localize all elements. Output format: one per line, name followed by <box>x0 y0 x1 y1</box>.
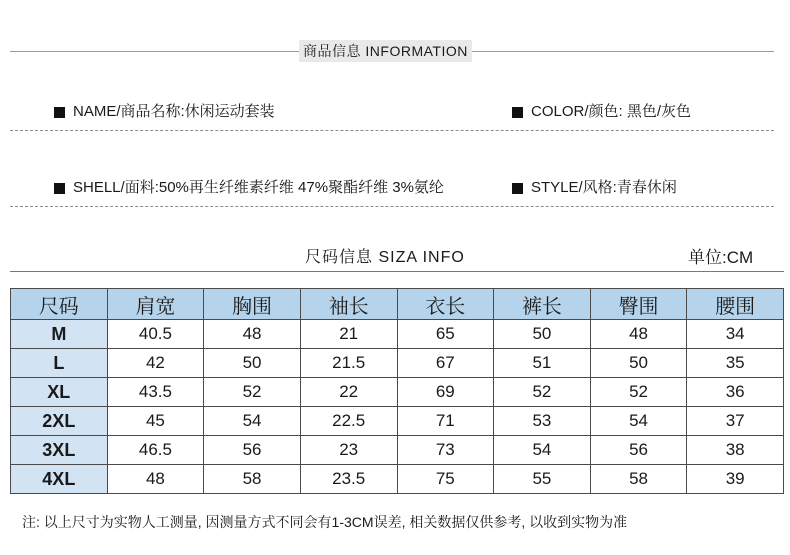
header-size: 尺码 <box>11 289 108 320</box>
table-header-row <box>11 289 784 320</box>
table-cell: 55 <box>494 465 591 494</box>
table-row <box>11 320 784 349</box>
table-cell: 39 <box>687 465 784 494</box>
table-cell: 45 <box>107 407 204 436</box>
square-bullet-icon <box>54 183 65 194</box>
table-cell: 51 <box>494 349 591 378</box>
divider <box>10 206 774 207</box>
style-field <box>512 178 677 198</box>
header-hip: 臀围 <box>590 289 687 320</box>
color-field <box>512 102 691 122</box>
shell-field <box>54 178 444 198</box>
table-cell: 52 <box>494 378 591 407</box>
table-cell: 22 <box>300 378 397 407</box>
table-cell: 46.5 <box>107 436 204 465</box>
divider <box>10 130 774 131</box>
table-cell: 58 <box>590 465 687 494</box>
size-rule <box>10 271 784 272</box>
table-cell: 73 <box>397 436 494 465</box>
header-waist: 腰围 <box>687 289 784 320</box>
table-cell: 56 <box>204 436 301 465</box>
table-cell: 48 <box>590 320 687 349</box>
table-cell: 53 <box>494 407 591 436</box>
table-cell: 43.5 <box>107 378 204 407</box>
header-sleeve: 袖长 <box>300 289 397 320</box>
table-cell: 54 <box>494 436 591 465</box>
table-cell: 52 <box>590 378 687 407</box>
table-cell: 54 <box>204 407 301 436</box>
table-cell: 65 <box>397 320 494 349</box>
table-cell: 50 <box>590 349 687 378</box>
table-cell: 71 <box>397 407 494 436</box>
table-cell: 23 <box>300 436 397 465</box>
table-cell: 21 <box>300 320 397 349</box>
table-cell: 21.5 <box>300 349 397 378</box>
square-bullet-icon <box>512 107 523 118</box>
size-cell: L <box>11 349 108 378</box>
header-chest: 胸围 <box>204 289 301 320</box>
size-table <box>10 288 784 494</box>
table-cell: 48 <box>107 465 204 494</box>
header-length: 衣长 <box>397 289 494 320</box>
table-cell: 54 <box>590 407 687 436</box>
table-row <box>11 378 784 407</box>
measurement-note: 注: 以上尺寸为实物人工测量, 因测量方式不同会有1-3CM误差, 相关数据仅供参考, 以收到实物为准 <box>22 514 628 530</box>
table-cell: 22.5 <box>300 407 397 436</box>
table-cell: 52 <box>204 378 301 407</box>
table-cell: 37 <box>687 407 784 436</box>
name-field <box>54 102 275 122</box>
table-cell: 36 <box>687 378 784 407</box>
product-info-title: 商品信息 INFORMATION <box>299 40 472 62</box>
size-cell: M <box>11 320 108 349</box>
header-shoulder: 肩宽 <box>107 289 204 320</box>
square-bullet-icon <box>512 183 523 194</box>
table-cell: 40.5 <box>107 320 204 349</box>
table-cell: 34 <box>687 320 784 349</box>
table-cell: 38 <box>687 436 784 465</box>
table-cell: 23.5 <box>300 465 397 494</box>
table-cell: 58 <box>204 465 301 494</box>
table-cell: 35 <box>687 349 784 378</box>
table-row <box>11 407 784 436</box>
table-cell: 42 <box>107 349 204 378</box>
header-pants-length: 裤长 <box>494 289 591 320</box>
table-cell: 75 <box>397 465 494 494</box>
table-cell: 56 <box>590 436 687 465</box>
table-cell: 50 <box>204 349 301 378</box>
square-bullet-icon <box>54 107 65 118</box>
table-row <box>11 465 784 494</box>
size-cell: 3XL <box>11 436 108 465</box>
table-cell: 48 <box>204 320 301 349</box>
size-cell: XL <box>11 378 108 407</box>
size-info-title: 尺码信息 SIZA INFO <box>305 249 465 266</box>
style-text: STYLE/风格:青春休闲 <box>531 179 677 196</box>
unit-label: 单位:CM <box>688 248 754 267</box>
shell-text: SHELL/面料:50%再生纤维素纤维 47%聚酯纤维 3%氨纶 <box>73 179 444 196</box>
table-cell: 69 <box>397 378 494 407</box>
table-row <box>11 436 784 465</box>
size-cell: 4XL <box>11 465 108 494</box>
table-row <box>11 349 784 378</box>
size-cell: 2XL <box>11 407 108 436</box>
table-cell: 50 <box>494 320 591 349</box>
table-cell: 67 <box>397 349 494 378</box>
color-text: COLOR/颜色: 黑色/灰色 <box>531 103 692 120</box>
name-text: NAME/商品名称:休闲运动套装 <box>73 103 275 120</box>
